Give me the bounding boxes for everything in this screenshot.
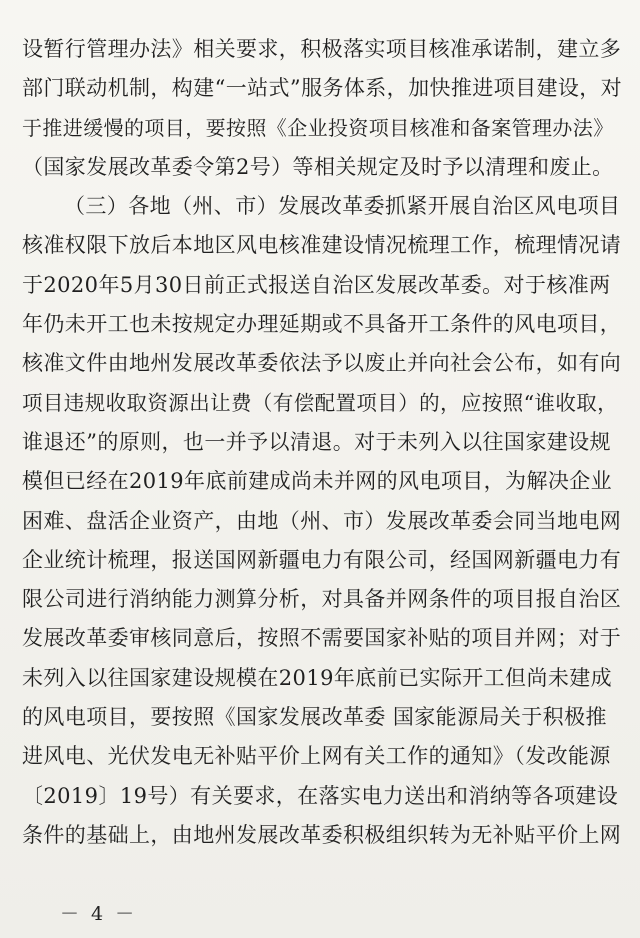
text-line: 条件的基础上，由地州发展改革委积极组织转为无补贴平价上网	[22, 822, 622, 847]
text-line: 于推进缓慢的项目，要按照《企业投资项目核准和备案管理办法》	[22, 115, 614, 140]
text-line: 进风电、光伏发电无补贴平价上网有关工作的通知》（发改能源	[22, 744, 611, 769]
text-line: 核准权限下放后本地区风电核准建设情况梳理工作，梳理情况请	[22, 233, 622, 258]
body-text	[22, 30, 622, 855]
page-number: － 4 －	[60, 903, 138, 925]
text-line: 限公司进行消纳能力测算分析，对具备并网条件的项目报自治区	[22, 587, 622, 612]
text-line: 年仍未开工也未按规定办理延期或不具备开工条件的风电项目，	[22, 312, 622, 337]
text-line: 的风电项目，要按照《国家发展改革委 国家能源局关于积极推	[22, 705, 607, 730]
text-line: （国家发展改革委令第2号）等相关规定及时予以清理和废止。	[22, 154, 614, 179]
text-line: 〔2019〕19号）有关要求，在落实电力送出和消纳等各项建设	[22, 783, 619, 808]
text-line: 企业统计梳理，报送国网新疆电力有限公司，经国网新疆电力有	[22, 547, 622, 572]
text-line: 未列入以往国家建设规模在2019年底前已实际开工但尚未建成	[22, 665, 613, 690]
text-line: 设暂行管理办法》相关要求，积极落实项目核准承诺制，建立多	[22, 37, 622, 61]
text-line: 发展改革委审核同意后，按照不需要国家补贴的项目并网；对于	[22, 626, 622, 651]
text-line: 模但已经在2019年底前建成尚未并网的风电项目，为解决企业	[22, 469, 613, 494]
text-line: 谁退还”的原则，也一并予以清退。对于未列入以往国家建设规	[22, 429, 611, 454]
paragraph-start-line: （三）各地（州、市）发展改革委抓紧开展自治区风电项目	[64, 194, 621, 219]
text-line: 项目违规收取资源出让费（有偿配置项目）的，应按照“谁收取，	[22, 390, 619, 415]
text-line: 核准文件由地州发展改革委依法予以废止并向社会公布，如有向	[22, 351, 622, 376]
text-line: 困难、盘活企业资产，由地（州、市）发展改革委会同当地电网	[22, 508, 622, 533]
text-line: 部门联动机制，构建“一站式”服务体系，加快推进项目建设，对	[22, 76, 623, 101]
text-line: 于2020年5月30日前正式报送自治区发展改革委。对于核准两	[22, 272, 611, 297]
